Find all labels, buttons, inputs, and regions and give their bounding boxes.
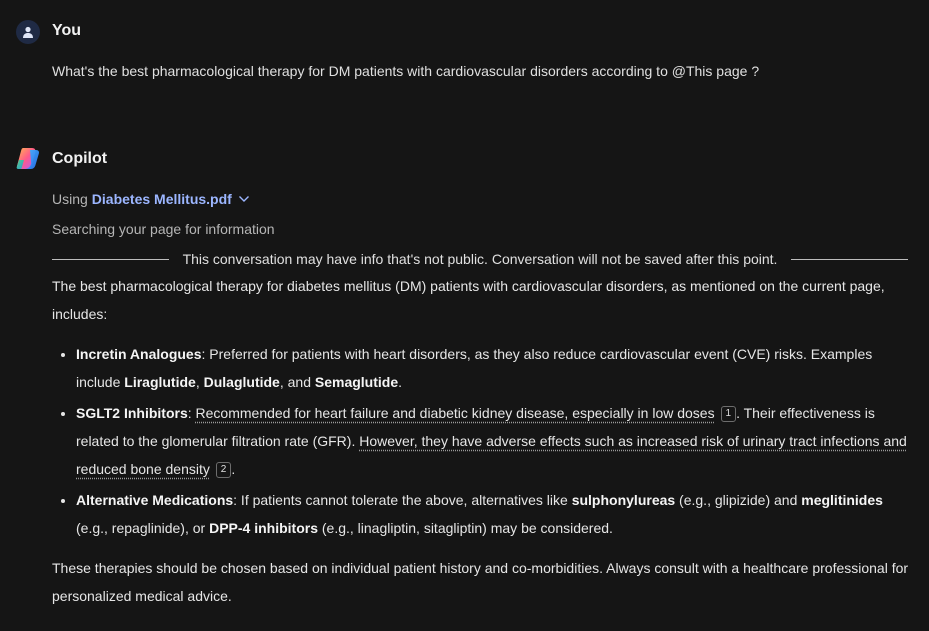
item-text: . Their effectiveness is related to the glomerular filtration rate (GFR). [76,405,875,449]
divider-left [52,259,169,260]
user-avatar-icon [16,20,40,44]
user-name: You [52,22,82,39]
item-text: : [187,405,196,421]
drug-name: Liraglutide [124,374,196,390]
item-end: . [398,374,403,390]
document-link[interactable]: Diabetes Mellitus.pdf [91,191,232,207]
answer-intro: The best pharmacological therapy for diabetes mellitus (DM) patients with cardiovascular disorders, as mentioned on the current page, includes: [52,278,885,322]
user-message-text: What's the best pharmacological therapy for DM patients with cardiovascular disorders according to @This page ? [52,63,760,79]
copilot-name: Copilot [52,150,108,167]
privacy-notice-text: This conversation may have info that's not public. Conversation will not be saved after this point. [182,251,778,267]
item-text: (e.g., glipizide) and [675,492,802,508]
citation-badge[interactable]: 1 [721,406,737,422]
copilot-logo-icon [16,146,40,172]
item-text: : Preferred for patients with heart disorders, as they also reduce cardiovascular event (CVE) risks. Examples include [76,346,873,390]
drug-name: DPP-4 inhibitors [209,520,318,536]
item-title: SGLT2 Inhibitors [76,405,188,421]
drug-name: sulphonylureas [571,492,676,508]
therapy-list [52,340,912,542]
answer-closing: These therapies should be chosen based on individual patient history and co-morbidities. Always consult with a healthcare professional for personalized medical advice. [52,560,909,604]
searching-status: Searching your page for information [52,221,275,237]
cited-text[interactable]: However, they have adverse effects such as increased risk of urinary tract infections and reduced bone density [76,433,907,477]
item-title: Alternative Medications [76,492,234,508]
item-title: Incretin Analogues [76,346,202,362]
list-item [76,399,912,483]
item-text: (e.g., repaglinide), or [76,520,210,536]
item-end: . [231,461,236,477]
list-item [76,486,912,542]
item-text: : If patients cannot tolerate the above, alternatives like [233,492,572,508]
drug-name: meglitinides [801,492,883,508]
separator: , and [279,374,315,390]
cited-text[interactable]: Recommended for heart failure and diabetic kidney disease, especially in low doses [195,405,715,421]
answer-body [52,272,912,610]
drug-name: Semaglutide [314,374,399,390]
divider-right [791,259,908,260]
separator: , [195,374,204,390]
list-item [76,340,912,396]
chevron-down-icon[interactable] [238,195,250,203]
item-text: (e.g., linagliptin, sitagliptin) may be considered. [317,520,613,536]
drug-name: Dulaglutide [203,374,280,390]
using-label: Using [52,191,88,207]
privacy-notice [52,248,908,270]
citation-badge[interactable]: 2 [216,462,232,478]
document-source[interactable] [52,191,250,207]
